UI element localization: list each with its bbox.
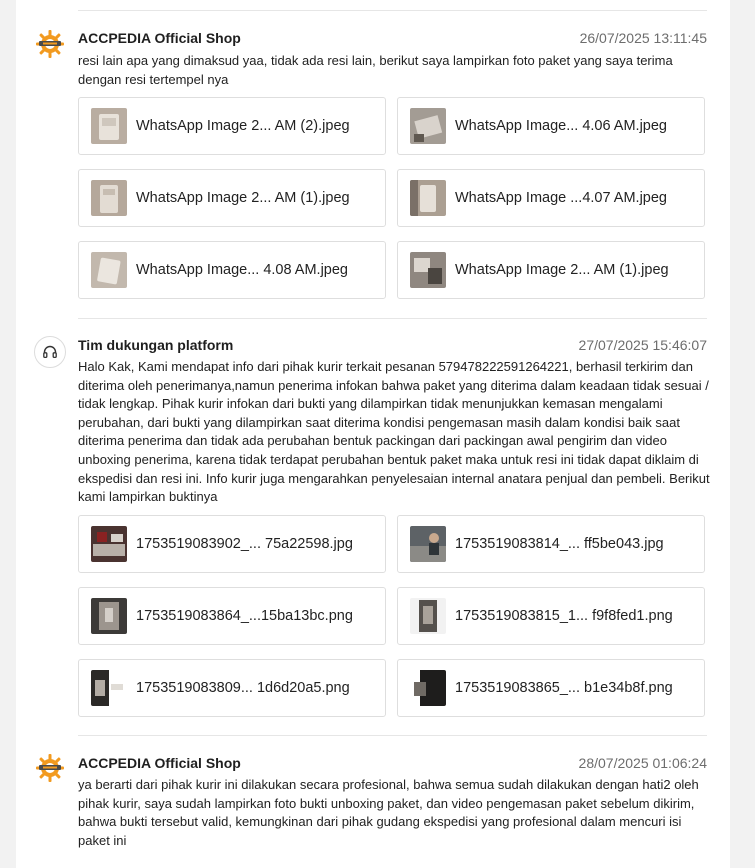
attachment-name: 1753519083902_... 75a22598.jpg (136, 536, 353, 552)
image-thumbnail (410, 180, 446, 216)
attachment-name: WhatsApp Image 2... AM (2).jpeg (136, 118, 350, 134)
image-thumbnail (91, 108, 127, 144)
image-thumbnail (410, 526, 446, 562)
shop-logo-avatar (34, 28, 66, 60)
divider (78, 318, 707, 319)
sender-name: ACCPEDIA Official Shop (78, 755, 241, 771)
image-thumbnail (91, 180, 127, 216)
attachment-file[interactable] (397, 659, 705, 717)
attachment-name: WhatsApp Image... 4.06 AM.jpeg (455, 118, 667, 134)
message-timestamp: 27/07/2025 15:46:07 (578, 337, 707, 353)
message-timestamp: 26/07/2025 13:11:45 (579, 30, 707, 46)
divider (78, 735, 707, 736)
attachment-file[interactable] (397, 241, 705, 299)
attachment-file[interactable] (78, 587, 386, 645)
image-thumbnail (91, 598, 127, 634)
support-avatar (34, 336, 66, 368)
shop-logo-avatar (34, 752, 66, 784)
attachment-name: WhatsApp Image 2... AM (1).jpeg (136, 190, 350, 206)
image-thumbnail (410, 252, 446, 288)
image-thumbnail (410, 598, 446, 634)
message-text: Halo Kak, Kami mendapat info dari pihak kurir terkait pesanan 579478222591264221, berhasil terkirim dan diterima oleh penerimanya,namun penerima infokan bahwa paket yang diterima dalam keadaan tidak sesuai / tidak lengkap. Pihak kurir infokan dari bukti yang dilampirkan tidak menunjukkan kemasan mengalami perubahan, dari bukti yang dilampirkan saat diterima kondisi pengemasan masih dalam kondisi baik saat diterima penerima dan tidak ada perubahan bentuk packingan dari packingan awal pengirim dan video unboxing penerima, karena tidak terdapat perubahan bentuk paket maka untuk resi ini tidak dapat diklaim di ekspedisi dan resi ini. Info kurir juga mengarahkan penyelesaian internal anatara penjual dan pembeli. Berikut kami lampirkan buktinya (78, 359, 710, 505)
attachment-file[interactable] (78, 97, 386, 155)
attachment-name: WhatsApp Image ...4.07 AM.jpeg (455, 190, 667, 206)
image-thumbnail (91, 670, 127, 706)
message-text: resi lain apa yang dimaksud yaa, tidak ada resi lain, berikut saya lampirkan foto paket yang saya terima dengan resi tertempel nya (78, 53, 673, 87)
shop-logo-icon (34, 752, 66, 784)
attachment-name: 1753519083809... 1d6d20a5.png (136, 680, 350, 696)
headset-icon (42, 344, 58, 360)
attachment-name: 1753519083814_... ff5be043.jpg (455, 536, 664, 552)
attachment-name: 1753519083865_... b1e34b8f.png (455, 680, 673, 696)
attachment-file[interactable] (78, 169, 386, 227)
attachment-name: WhatsApp Image 2... AM (1).jpeg (455, 262, 669, 278)
attachment-file[interactable] (397, 587, 705, 645)
attachment-file[interactable] (397, 515, 705, 573)
attachment-file[interactable] (397, 169, 705, 227)
divider (78, 10, 707, 11)
image-thumbnail (91, 526, 127, 562)
sender-name: Tim dukungan platform (78, 337, 234, 353)
image-thumbnail (410, 670, 446, 706)
attachment-file[interactable] (397, 97, 705, 155)
attachment-file[interactable] (78, 241, 386, 299)
attachment-file[interactable] (78, 515, 386, 573)
sender-name: ACCPEDIA Official Shop (78, 30, 241, 46)
image-thumbnail (91, 252, 127, 288)
message-text: ya berarti dari pihak kurir ini dilakukan secara profesional, bahwa semua sudah dilakukan dengan hati2 oleh pihak kurir, saya sudah lampirkan foto bukti unboxing paket, dan video pengemasan paket sebelum dikirim, bahwa bukti tersebut valid, kemungkinan dari pihak gudang ekspedisi yang profesional dalam mencuri isi paket ini (78, 777, 699, 848)
attachment-file[interactable] (78, 659, 386, 717)
message-timestamp: 28/07/2025 01:06:24 (578, 755, 707, 771)
shop-logo-icon (34, 28, 66, 60)
attachment-name: WhatsApp Image... 4.08 AM.jpeg (136, 262, 348, 278)
attachment-name: 1753519083864_...15ba13bc.png (136, 608, 353, 624)
attachment-name: 1753519083815_1... f9f8fed1.png (455, 608, 673, 624)
image-thumbnail (410, 108, 446, 144)
